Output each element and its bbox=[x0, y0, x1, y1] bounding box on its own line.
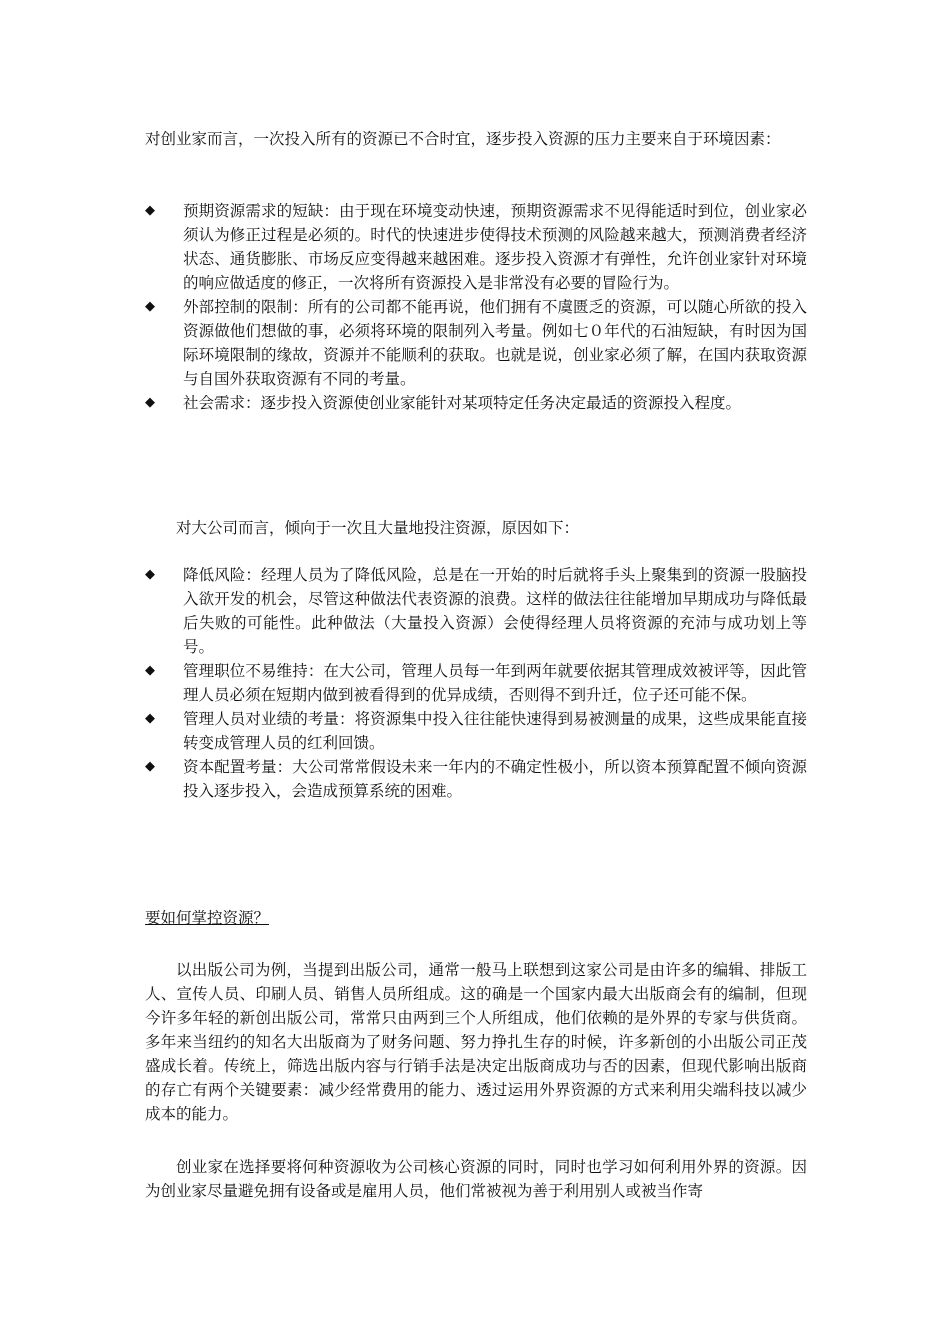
list-item bbox=[145, 659, 807, 707]
section3-heading: 要如何掌控资源？ bbox=[145, 909, 270, 927]
bullet-text: 外部控制的限制：所有的公司都不能再说，他们拥有不虞匮乏的资源，可以随心所欲的投入资源做他们想做的事，必须将环境的限制列入考量。例如七０年代的石油短缺，有时因为国际环境限制的缘故，资源并不能顺利的获取。也就是说，创业家必须了解，在国内获取资源与自国外获取资源有不同的考量。 bbox=[183, 298, 807, 388]
section3-paragraph-1: 以出版公司为例，当提到出版公司，通常一般马上联想到这家公司是由许多的编辑、排版工人、宣传人员、印刷人员、销售人员所组成。这的确是一个国家内最大出版商会有的编制，但现今许多年轻的新创出版公司，常常只由两到三个人所组成，他们依赖的是外界的专家与供货商。多年来当纽约的知名大出版商为了财务问题、努力挣扎生存的时候，许多新创的小出版公司正茂盛成长着。传统上，筛选出版内容与行销手法是决定出版商成功与否的因素，但现代影响出版商的存亡有两个关键要素：减少经常费用的能力、透过运用外界资源的方式来利用尖端科技以减少成本的能力。 bbox=[145, 961, 807, 1123]
section2-intro: 对大公司而言，倾向于一次且大量地投注资源，原因如下： bbox=[176, 519, 580, 537]
bullet-text: 社会需求：逐步投入资源使创业家能针对某项特定任务决定最适的资源投入程度。 bbox=[183, 394, 742, 412]
diamond-bullet-icon: ◆ bbox=[145, 203, 155, 218]
bullet-text: 资本配置考量：大公司常常假设未来一年内的不确定性极小，所以资本预算配置不倾向资源投入逐步投入，会造成预算系统的困难。 bbox=[183, 758, 807, 800]
diamond-bullet-icon: ◆ bbox=[145, 663, 155, 678]
diamond-bullet-icon: ◆ bbox=[145, 759, 155, 774]
diamond-bullet-icon: ◆ bbox=[145, 711, 155, 726]
list-item bbox=[145, 755, 807, 803]
list-item bbox=[145, 199, 807, 295]
section3-paragraph-2: 创业家在选择要将何种资源收为公司核心资源的同时，同时也学习如何利用外界的资源。因为创业家尽量避免拥有设备或是雇用人员，他们常被视为善于利用别人或被当作寄 bbox=[145, 1158, 807, 1200]
diamond-bullet-icon: ◆ bbox=[145, 567, 155, 582]
list-item bbox=[145, 707, 807, 755]
bullet-text: 管理人员对业绩的考量：将资源集中投入往往能快速得到易被测量的成果，这些成果能直接转变成管理人员的红利回馈。 bbox=[183, 710, 807, 752]
list-item bbox=[145, 563, 807, 659]
diamond-bullet-icon: ◆ bbox=[145, 299, 155, 314]
bullet-text: 管理职位不易维持：在大公司，管理人员每一年到两年就要依据其管理成效被评等，因此管理人员必须在短期内做到被看得到的优异成绩，否则得不到升迁，位子还可能不保。 bbox=[183, 662, 807, 704]
section2-bullet-list bbox=[145, 563, 807, 803]
bullet-text: 降低风险：经理人员为了降低风险，总是在一开始的时后就将手头上聚集到的资源一股脑投入欲开发的机会，尽管这种做法代表资源的浪费。这样的做法往往能增加早期成功与降低最后失败的可能性。此种做法（大量投入资源）会使得经理人员将资源的充沛与成功划上等号。 bbox=[183, 566, 807, 656]
section1-bullet-list bbox=[145, 199, 807, 415]
diamond-bullet-icon: ◆ bbox=[145, 395, 155, 410]
list-item bbox=[145, 295, 807, 391]
bullet-text: 预期资源需求的短缺：由于现在环境变动快速，预期资源需求不见得能适时到位，创业家必须认为修正过程是必须的。时代的快速进步使得技术预测的风险越来越大，预测消费者经济状态、通货膨胀、市场反应变得越来越困难。逐步投入资源才有弹性，允许创业家针对环境的响应做适度的修正，一次将所有资源投入是非常没有必要的冒险行为。 bbox=[183, 202, 807, 292]
list-item bbox=[145, 391, 807, 415]
section1-intro: 对创业家而言，一次投入所有的资源已不合时宜，逐步投入资源的压力主要来自于环境因素： bbox=[145, 130, 781, 148]
